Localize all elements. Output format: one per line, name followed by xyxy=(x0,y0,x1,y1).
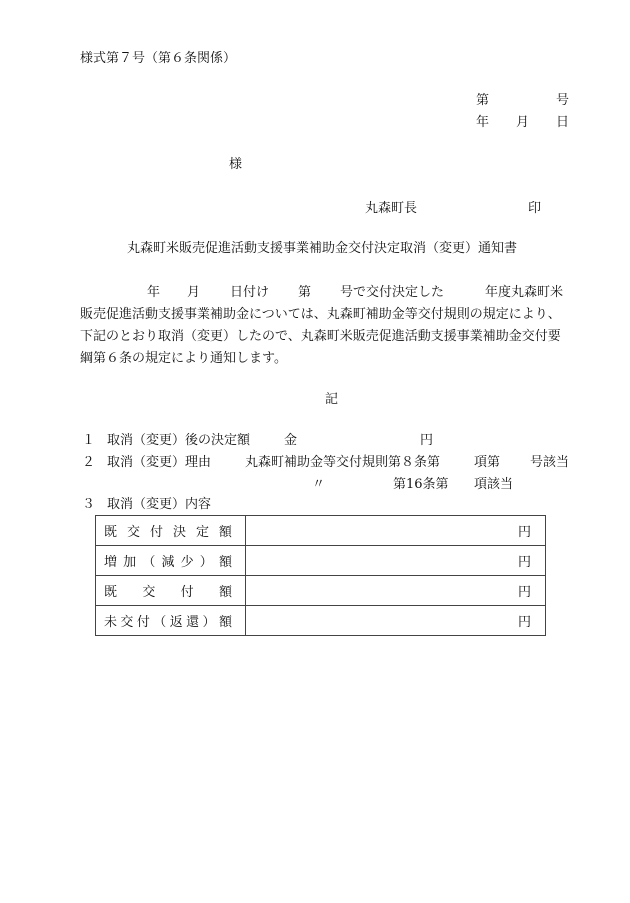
label-char: 交 xyxy=(120,615,134,630)
label-char: 額 xyxy=(218,555,232,570)
row-label-cell xyxy=(96,516,246,546)
label-char: 交 xyxy=(142,585,156,600)
item-1-number: １ xyxy=(82,433,96,448)
body-year: 年 xyxy=(147,285,161,300)
label-char: ） xyxy=(202,615,216,630)
item-2-ditto-mark: 〃 xyxy=(312,477,326,492)
row-value-cell[interactable] xyxy=(246,606,546,636)
item-2-reason-1-go: 号該当 xyxy=(530,455,570,470)
document-number-dai: 第 xyxy=(476,93,490,108)
body-line-4: 綱第６条の規定により通知します。 xyxy=(80,351,287,366)
label-char: 増 xyxy=(104,555,118,570)
body-line-2: 販売促進活動支援事業補助金については、丸森町補助金等交付規則の規定により、 xyxy=(80,307,561,322)
label-char: 額 xyxy=(218,585,232,600)
label-char: 付 xyxy=(136,615,150,630)
item-1-label: 取消（変更）後の決定額 xyxy=(107,433,251,448)
item-2-number: ２ xyxy=(82,455,96,470)
yen-unit: 円 xyxy=(517,585,531,600)
label-char: 加 xyxy=(123,555,137,570)
date-year: 年 xyxy=(476,115,490,130)
table-row xyxy=(96,516,546,546)
row-label xyxy=(104,521,232,540)
body-dai: 第 xyxy=(298,285,312,300)
item-2-reason-1: 丸森町補助金等交付規則第８条第 xyxy=(245,455,441,470)
label-char: 既 xyxy=(104,525,118,540)
row-value-cell[interactable] xyxy=(246,516,546,546)
label-char: 未 xyxy=(104,615,118,630)
body-date-suffix: 日付け xyxy=(230,285,270,300)
row-value-cell[interactable] xyxy=(246,576,546,606)
label-char: （ xyxy=(153,615,167,630)
item-2-reason-1-kou: 項第 xyxy=(474,455,501,470)
item-1-kin: 金 xyxy=(284,433,298,448)
label-char: 減 xyxy=(161,555,175,570)
label-char: 額 xyxy=(218,525,232,540)
document-number-go: 号 xyxy=(556,93,570,108)
item-2-label: 取消（変更）理由 xyxy=(107,455,212,470)
yen-unit: 円 xyxy=(517,615,531,630)
body-month: 月 xyxy=(187,285,201,300)
label-char: 還 xyxy=(186,615,200,630)
table-row xyxy=(96,606,546,636)
row-label-cell xyxy=(96,546,246,576)
label-char: 付 xyxy=(149,525,163,540)
label-char: 額 xyxy=(218,615,232,630)
table-row xyxy=(96,546,546,576)
item-3-label: 取消（変更）内容 xyxy=(107,497,212,512)
yen-unit: 円 xyxy=(517,555,531,570)
date-month: 月 xyxy=(516,115,530,130)
body-go-kofu: 号で交付決定した xyxy=(340,285,445,300)
body-nendo: 年度丸森町米 xyxy=(485,285,564,300)
label-char: 既 xyxy=(104,585,118,600)
row-value-cell[interactable] xyxy=(246,546,546,576)
label-char: 定 xyxy=(195,525,209,540)
label-char: 返 xyxy=(169,615,183,630)
yen-unit: 円 xyxy=(517,525,531,540)
label-char: 付 xyxy=(180,585,194,600)
issuer-name: 丸森町長 xyxy=(365,201,418,216)
row-label xyxy=(104,581,232,600)
item-2-reason-2-kou: 項該当 xyxy=(474,477,514,492)
amount-table xyxy=(95,515,546,636)
ki-heading: 記 xyxy=(325,392,339,407)
form-number-label: 様式第７号（第６条関係） xyxy=(80,51,237,66)
row-label-cell xyxy=(96,576,246,606)
item-1-yen: 円 xyxy=(420,433,434,448)
row-label-cell xyxy=(96,606,246,636)
body-line-3: 下記のとおり取消（変更）したので、丸森町米販売促進活動支援事業補助金交付要 xyxy=(80,329,561,344)
item-2-reason-2: 第16条第 xyxy=(393,477,449,492)
item-3-number: ３ xyxy=(82,497,96,512)
date-day: 日 xyxy=(556,115,570,130)
row-label xyxy=(104,611,232,630)
document-title: 丸森町米販売促進活動支援事業補助金交付決定取消（変更）通知書 xyxy=(127,241,518,256)
label-char: 交 xyxy=(126,525,140,540)
row-label xyxy=(104,551,232,570)
label-char: 少 xyxy=(180,555,194,570)
seal-mark: 印 xyxy=(528,201,542,216)
table-row xyxy=(96,576,546,606)
label-char: （ xyxy=(142,555,156,570)
addressee-sama: 様 xyxy=(229,157,243,172)
label-char: ） xyxy=(199,555,213,570)
label-char: 決 xyxy=(172,525,186,540)
